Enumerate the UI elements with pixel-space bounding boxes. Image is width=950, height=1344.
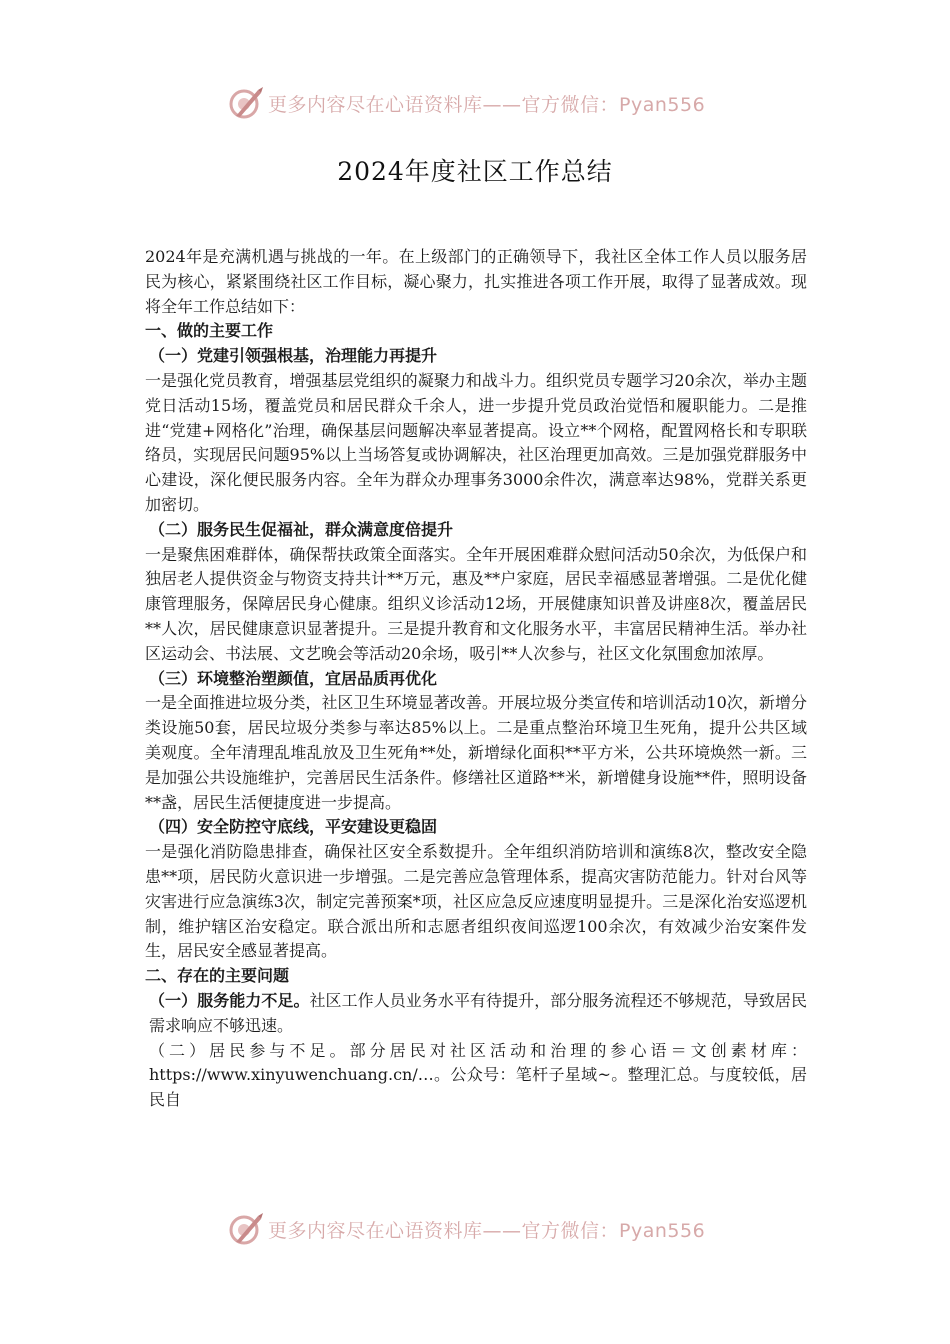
intro-paragraph: 2024年是充满机遇与挑战的一年。在上级部门的正确领导下，我社区全体工作人员以服务居民为核心，紧紧围绕社区工作目标，凝心聚力，扎实推进各项工作开展，取得了显著成效。现将全年工作总结如下：: [145, 247, 807, 316]
subsection-body-environment: 一是全面推进垃圾分类，社区卫生环境显著改善。开展垃圾分类宣传和培训活动10次，新增分类设施50套，居民垃圾分类参与率达85%以上。二是重点整治环境卫生死角，提升公共区域美观度。全年清理乱堆乱放及卫生死角**处，新增绿化面积**平方米，公共环境焕然一新。三是加强公共设施维护，完善居民生活条件。修缮社区道路**米，新增健身设施**件，照明设备**盏，居民生活便捷度进一步提高。: [145, 693, 807, 812]
document-title: 2024年度社区工作总结: [337, 157, 613, 186]
subsection-body-livelihood: 一是聚焦困难群体，确保帮扶政策全面落实。全年开展困难群众慰问活动50余次，为低保户和独居老人提供资金与物资支持共计**万元，惠及**户家庭，居民幸福感显著增强。二是优化健康管理服务，保障居民身心健康。组织义诊活动12场，开展健康知识普及讲座8次，覆盖居民**人次，居民健康意识显著提升。三是提升教育和文化服务水平，丰富居民精神生活。举办社区运动会、书法展、文艺晚会等活动20余场，吸引**人次参与，社区文化氛围愈加浓厚。: [145, 544, 807, 663]
banner-text: 更多内容尽在心语资料库——官方微信：Pyan556: [268, 1219, 706, 1242]
quill-logo-icon: [228, 86, 264, 120]
banner-text: 更多内容尽在心语资料库——官方微信：Pyan556: [268, 93, 706, 116]
problem-item-service-body: 社区工作人员业务水平有待提升，部分服务流程还不够规范，导致居民需求响应不够迅速。: [149, 990, 807, 1035]
problem-item-participation: （二）居民参与不足。部分居民对社区活动和治理的参心语＝文创素材库：https://www.xinyuwenchuang.cn/…。公众号：笔杆子星域~。整理汇总。与度较低，居民自: [149, 1040, 807, 1110]
subsection-body-party-building: 一是强化党员教育，增强基层党组织的凝聚力和战斗力。组织党员专题学习20余次，举办主题党日活动15场，覆盖党员和居民群众千余人，进一步提升党员政治觉悟和履职能力。二是推进“党建+网格化”治理，确保基层问题解决率显著提高。设立**个网格，配置网格长和专职联络员，实现居民问题95%以上当场答复或协调解决，社区治理更加高效。三是加强党群服务中心建设，深化便民服务内容。全年为群众办理事务3000余件次，满意率达98%，党群关系更加密切。: [145, 370, 807, 514]
subsection-heading-environment: （三）环境整治塑颜值，宜居品质再优化: [149, 668, 438, 688]
problem-item-service: [145, 989, 807, 1039]
header-banner: [228, 86, 748, 120]
section-heading-main-work: 一、做的主要工作: [145, 321, 274, 341]
subsection-heading-party-building: （一）党建引领强根基，治理能力再提升: [149, 346, 438, 366]
problem-item-service-lead: （一）服务能力不足。: [149, 990, 310, 1010]
section-heading-problems: 二、存在的主要问题: [145, 966, 290, 986]
subsection-heading-safety: （四）安全防控守底线，平安建设更稳固: [149, 817, 438, 837]
document-body: [145, 245, 807, 1113]
footer-banner: [228, 1212, 748, 1246]
subsection-body-safety: 一是强化消防隐患排查，确保社区安全系数提升。全年组织消防培训和演练8次，整改安全隐患**项，居民防火意识进一步增强。二是完善应急管理体系，提高灾害防范能力。针对台风等灾害进行应急演练3次，制定完善预案*项，社区应急反应速度明显提升。三是深化治安巡逻机制，维护辖区治安稳定。联合派出所和志愿者组织夜间巡逻100余次，有效减少治安案件发生，居民安全感显著提高。: [145, 842, 807, 961]
quill-logo-icon: [228, 1212, 264, 1246]
subsection-heading-livelihood: （二）服务民生促福祉，群众满意度倍提升: [149, 519, 454, 539]
